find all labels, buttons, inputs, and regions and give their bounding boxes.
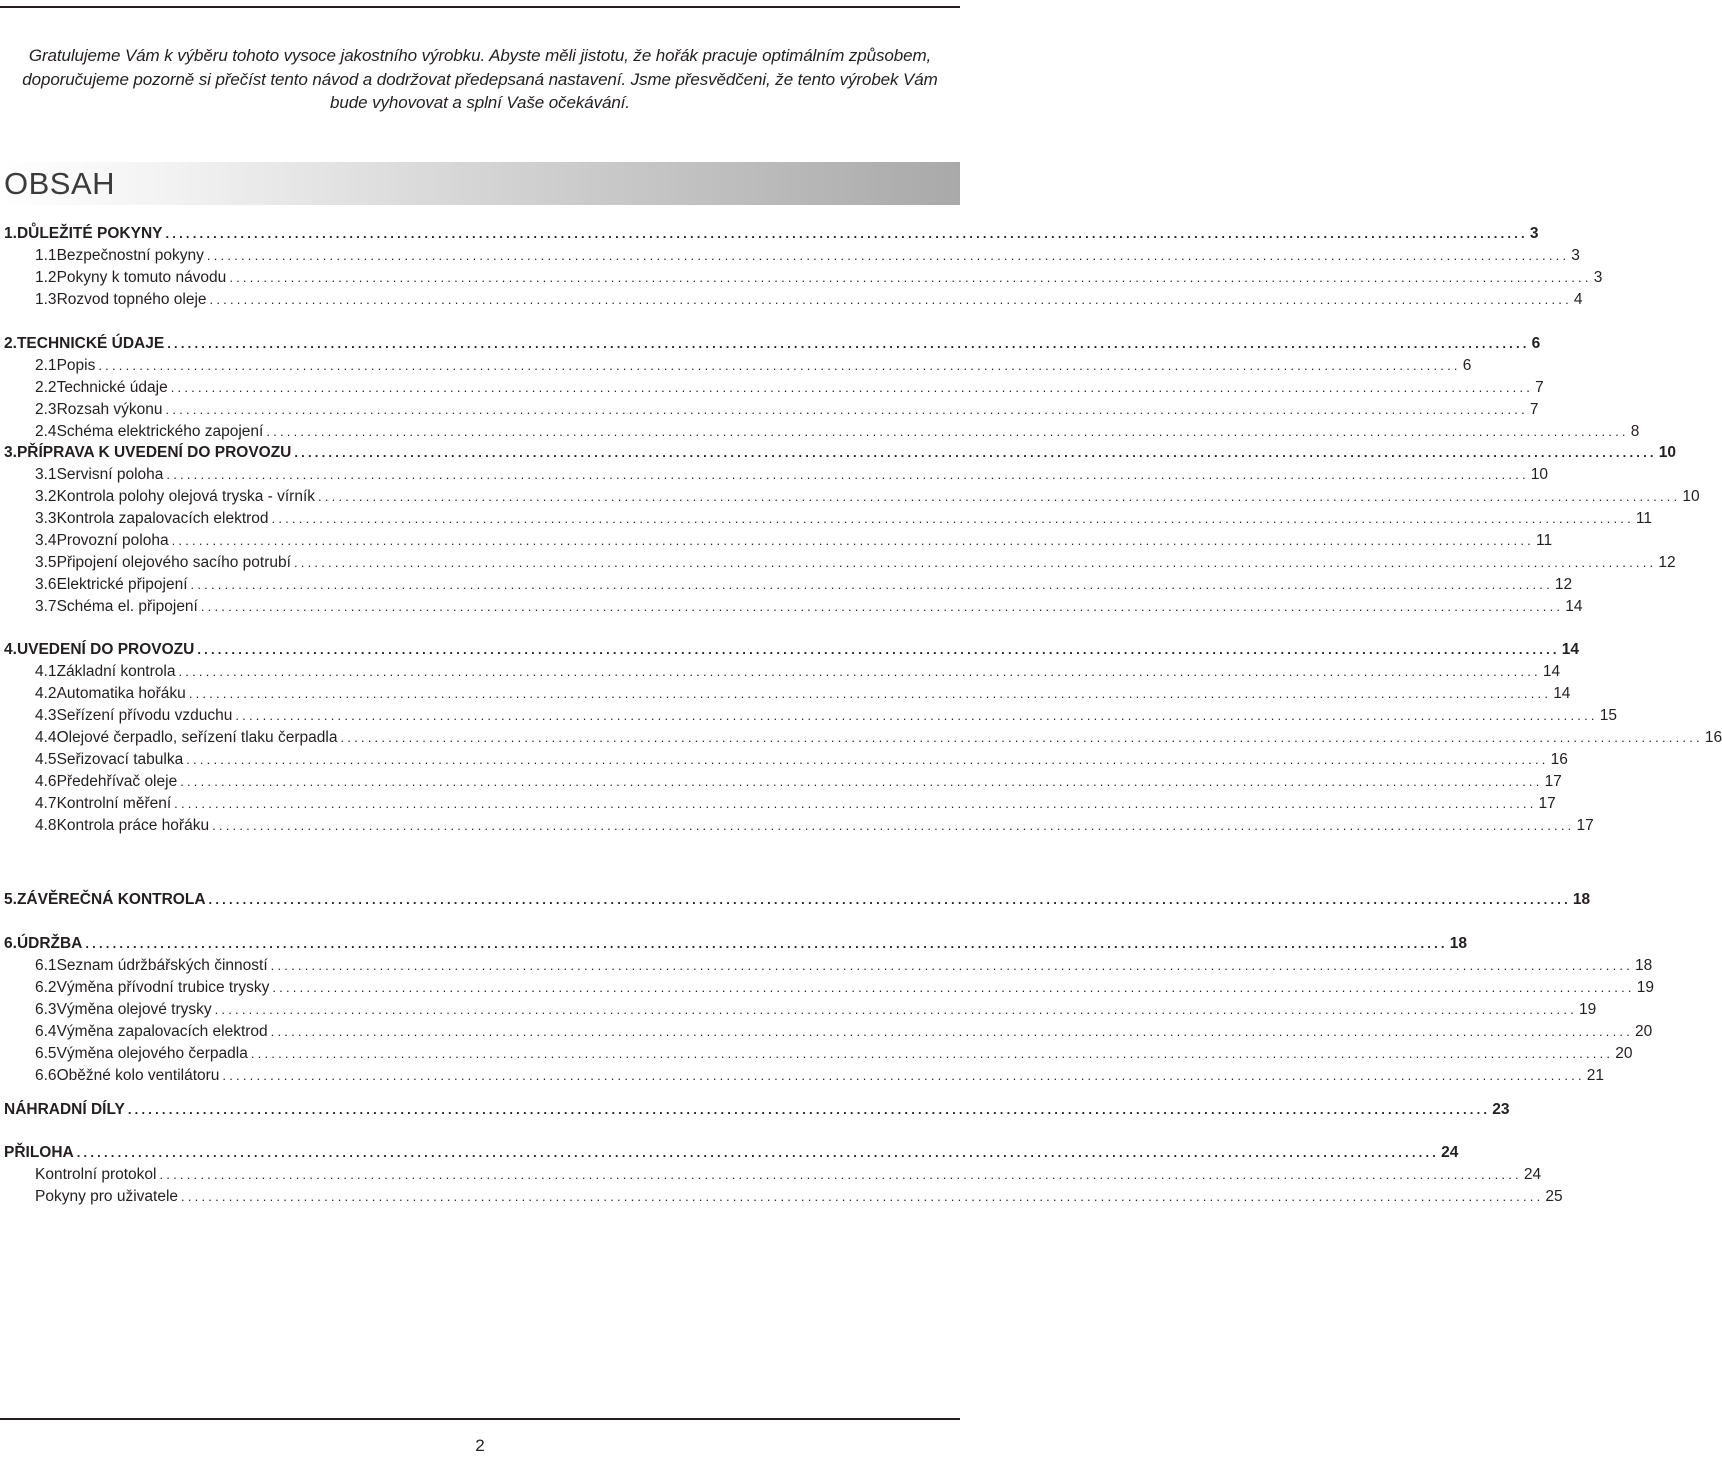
toc-entry[interactable] bbox=[35, 356, 1472, 378]
toc-dot-leader: ........................................................................................................................................................................................................ bbox=[197, 642, 1560, 657]
toc-entry-number: 2.4 bbox=[35, 423, 57, 440]
toc-entry-title: Připojení olejového sacího potrubí bbox=[56, 554, 291, 571]
toc-entry-title: Seřizovací tabulka bbox=[56, 751, 184, 768]
toc-dot-leader: ........................................................................................................................................................................................................ bbox=[208, 892, 1571, 907]
toc-dot-leader: ........................................................................................................................................................................................................ bbox=[186, 752, 1549, 767]
toc-entry-title: TECHNICKÉ ÚDAJE bbox=[16, 335, 165, 352]
toc-dot-leader: ........................................................................................................................................................................................................ bbox=[271, 511, 1634, 526]
toc-entry-page: 17 bbox=[1538, 795, 1556, 812]
toc-entry-page: 24 bbox=[1441, 1144, 1459, 1161]
toc-dot-leader: ........................................................................................................................................................................................................ bbox=[170, 380, 1534, 395]
toc-entry[interactable] bbox=[35, 378, 1544, 400]
toc-entry-title: ÚDRŽBA bbox=[16, 935, 83, 952]
toc-entry-page: 16 bbox=[1704, 729, 1722, 746]
toc-entry[interactable] bbox=[35, 684, 1571, 706]
toc-entry-number: 2.1 bbox=[35, 357, 57, 374]
toc-dot-leader: ........................................................................................................................................................................................................ bbox=[181, 1189, 1544, 1204]
toc-entry[interactable] bbox=[35, 816, 1594, 838]
toc-entry-title: PŘILOHA bbox=[4, 1144, 74, 1161]
toc-entry-page: 14 bbox=[1553, 685, 1571, 702]
toc-entry[interactable] bbox=[4, 890, 1591, 912]
toc-dot-leader: ........................................................................................................................................................................................................ bbox=[270, 1024, 1634, 1039]
toc-entry-number: 6.3 bbox=[35, 1001, 57, 1018]
toc-entry[interactable] bbox=[35, 597, 1583, 619]
toc-entry-number: 2. bbox=[4, 335, 17, 352]
toc-entry-title: Rozsah výkonu bbox=[56, 401, 163, 418]
toc-entry[interactable] bbox=[35, 956, 1653, 978]
toc-entry-number: 2.2 bbox=[35, 379, 57, 396]
toc-entry[interactable] bbox=[35, 290, 1583, 312]
toc-entry-page: 12 bbox=[1658, 554, 1676, 571]
toc-entry-page: 10 bbox=[1682, 488, 1700, 505]
toc-entry-number: 4. bbox=[4, 641, 17, 658]
toc-entry-page: 18 bbox=[1449, 935, 1467, 952]
toc-entry[interactable] bbox=[35, 246, 1580, 268]
toc-entry[interactable] bbox=[35, 575, 1573, 597]
toc-entry-page: 19 bbox=[1579, 1001, 1597, 1018]
toc-entry-page: 7 bbox=[1529, 401, 1539, 418]
toc-entry-title: DŮLEŽITÉ POKYNY bbox=[16, 225, 163, 242]
intro-line-2: doporučujeme pozorně si přečíst tento návod a dodržovat předepsaná nastavení. Jsme přesvědčeni, že tento výrobek Vám bbox=[22, 69, 938, 89]
toc-entry-title: Kontrola práce hořáku bbox=[56, 817, 210, 834]
toc-entry-page: 14 bbox=[1542, 663, 1561, 680]
toc-entry-title: Výměna přívodní trubice trysky bbox=[56, 979, 270, 996]
toc-entry-number: 4.1 bbox=[35, 663, 57, 680]
toc-entry-number: 4.8 bbox=[35, 817, 57, 834]
toc-entry-title: Oběžné kolo ventilátoru bbox=[56, 1067, 220, 1084]
toc-entry-number: 1.1 bbox=[35, 247, 57, 264]
toc-entry-page: 8 bbox=[1630, 423, 1640, 440]
toc-entry-page: 11 bbox=[1635, 510, 1652, 527]
toc-entry-page: 20 bbox=[1635, 1023, 1653, 1040]
toc-entry[interactable] bbox=[35, 509, 1652, 531]
toc-dot-leader: ........................................................................................................................................................................................................ bbox=[222, 1068, 1585, 1083]
toc-entry-page: 24 bbox=[1523, 1166, 1542, 1183]
intro-line-3: bude vyhovovat a splní Vaše očekávání. bbox=[330, 93, 630, 112]
toc-entry[interactable] bbox=[35, 531, 1553, 553]
toc-entry-number: 1.3 bbox=[35, 291, 57, 308]
toc-entry-number: 2.3 bbox=[35, 401, 57, 418]
toc-entry-page: 19 bbox=[1636, 979, 1654, 996]
toc-dot-leader: ........................................................................................................................................................................................................ bbox=[294, 445, 1657, 460]
toc-entry-number: 4.4 bbox=[35, 729, 57, 746]
toc-entry[interactable] bbox=[35, 794, 1556, 816]
toc-entry-page: 18 bbox=[1572, 891, 1591, 908]
toc-entry-number: 3.2 bbox=[35, 488, 57, 505]
toc-entry-page: 25 bbox=[1545, 1188, 1563, 1205]
toc-entry-page: 18 bbox=[1635, 957, 1653, 974]
toc-entry-title: Kontrolní protokol bbox=[35, 1166, 157, 1183]
toc-dot-leader: ........................................................................................................................................................................................................ bbox=[229, 270, 1592, 285]
toc-dot-leader: ........................................................................................................................................................................................................ bbox=[166, 467, 1529, 482]
toc-entry-page: 15 bbox=[1599, 707, 1617, 724]
toc-entry[interactable] bbox=[4, 934, 1467, 956]
toc-dot-leader: ........................................................................................................................................................................................................ bbox=[235, 708, 1598, 723]
toc-entry[interactable] bbox=[35, 1066, 1605, 1088]
toc-entry-page: 14 bbox=[1565, 598, 1583, 615]
toc-entry[interactable] bbox=[35, 728, 1722, 750]
toc-dot-leader: ........................................................................................................................................................................................................ bbox=[266, 424, 1629, 439]
toc-entry[interactable] bbox=[35, 750, 1568, 772]
toc-entry-title: Výměna zapalovacích elektrod bbox=[56, 1023, 268, 1040]
toc-entry-number: 3. bbox=[4, 444, 17, 461]
toc-entry[interactable] bbox=[4, 224, 1539, 246]
toc-entry-page: 23 bbox=[1492, 1101, 1510, 1118]
toc-entry[interactable] bbox=[35, 422, 1640, 444]
toc-entry[interactable] bbox=[4, 1143, 1459, 1165]
toc-entry[interactable] bbox=[35, 487, 1700, 509]
toc-dot-leader: ........................................................................................................................................................................................................ bbox=[200, 599, 1564, 614]
toc-entry-number: 6.5 bbox=[35, 1045, 57, 1062]
toc-dot-leader: ........................................................................................................................................................................................................ bbox=[127, 1102, 1491, 1117]
toc-dot-leader: ........................................................................................................................................................................................................ bbox=[98, 358, 1461, 373]
toc-entry-number: 1.2 bbox=[35, 269, 57, 286]
toc-entry[interactable] bbox=[35, 400, 1539, 422]
toc-entry-number: 5. bbox=[4, 891, 17, 908]
contents-banner bbox=[0, 162, 960, 205]
toc-entry-title: Technické údaje bbox=[56, 379, 168, 396]
toc-entry-title: Základní kontrola bbox=[56, 663, 176, 680]
toc-entry[interactable] bbox=[35, 1165, 1542, 1187]
toc-entry-title: Bezpečnostní pokyny bbox=[56, 247, 204, 264]
toc-entry-number: 6.4 bbox=[35, 1023, 57, 1040]
toc-entry-page: 6 bbox=[1462, 357, 1472, 374]
toc-entry-page: 6 bbox=[1531, 335, 1541, 352]
bottom-rule bbox=[0, 1418, 960, 1420]
page-number: 2 bbox=[475, 1436, 485, 1455]
toc-entry-title: PŘÍPRAVA K UVEDENÍ DO PROVOZU bbox=[16, 444, 292, 461]
toc-entry-page: 21 bbox=[1586, 1067, 1605, 1084]
toc-entry-number: 4.6 bbox=[35, 773, 57, 790]
toc-entry-title: Pokyny pro uživatele bbox=[35, 1188, 179, 1205]
toc-entry[interactable] bbox=[4, 334, 1541, 356]
toc-dot-leader: ........................................................................................................................................................................................................ bbox=[206, 248, 1570, 263]
toc-dot-leader: ........................................................................................................................................................................................................ bbox=[188, 686, 1552, 701]
toc-dot-leader: ........................................................................................................................................................................................................ bbox=[180, 774, 1543, 789]
toc-entry[interactable] bbox=[35, 772, 1562, 794]
toc-entry-number: 4.5 bbox=[35, 751, 57, 768]
toc-entry-number: 6.6 bbox=[35, 1067, 57, 1084]
toc-dot-leader: ........................................................................................................................................................................................................ bbox=[270, 958, 1634, 973]
toc-entry[interactable] bbox=[35, 465, 1549, 487]
toc-entry-number: 1. bbox=[4, 225, 17, 242]
toc-entry[interactable] bbox=[35, 978, 1654, 1000]
toc-entry-title: Olejové čerpadlo, seřízení tlaku čerpadla bbox=[56, 729, 338, 746]
toc-entry-number: 6.1 bbox=[35, 957, 57, 974]
toc-entry-number: 4.2 bbox=[35, 685, 57, 702]
toc-entry-title: NÁHRADNÍ DÍLY bbox=[4, 1101, 125, 1118]
toc-dot-leader: ........................................................................................................................................................................................................ bbox=[165, 402, 1528, 417]
toc-entry-title: Kontrola polohy olejová tryska - vírník bbox=[56, 488, 316, 505]
intro-paragraph bbox=[18, 44, 942, 115]
toc-entry[interactable] bbox=[4, 640, 1579, 662]
toc-entry-title: Schéma elektrického zapojení bbox=[56, 423, 264, 440]
toc-entry-title: Kontrola zapalovacích elektrod bbox=[56, 510, 269, 527]
toc-dot-leader: ........................................................................................................................................................................................................ bbox=[250, 1046, 1614, 1061]
toc-entry-number: 3.3 bbox=[35, 510, 57, 527]
toc-entry-number: 3.7 bbox=[35, 598, 57, 615]
toc-entry-number: 4.3 bbox=[35, 707, 57, 724]
toc-entry-title: Schéma el. připojení bbox=[56, 598, 198, 615]
toc-entry-number: 6. bbox=[4, 935, 17, 952]
toc-dot-leader: ........................................................................................................................................................................................................ bbox=[318, 489, 1681, 504]
contents-heading: OBSAH bbox=[4, 166, 116, 201]
intro-line-1: Gratulujeme Vám k výběru tohoto vysoce jakostního výrobku. Abyste měli jistotu, že hořák pracuje optimálním způsobem, bbox=[28, 46, 932, 65]
toc-dot-leader: ........................................................................................................................................................................................................ bbox=[293, 555, 1657, 570]
toc-entry-title: Provozní poloha bbox=[56, 532, 169, 549]
toc-entry-title: Výměna olejového čerpadla bbox=[56, 1045, 248, 1062]
toc-entry-page: 3 bbox=[1529, 225, 1539, 242]
toc-dot-leader: ........................................................................................................................................................................................................ bbox=[85, 936, 1448, 951]
toc-dot-leader: ........................................................................................................................................................................................................ bbox=[209, 292, 1572, 307]
toc-entry-title: Automatika hořáku bbox=[56, 685, 186, 702]
toc-entry-page: 3 bbox=[1571, 247, 1580, 264]
toc-entry-page: 10 bbox=[1530, 466, 1549, 483]
toc-entry-title: Výměna olejové trysky bbox=[56, 1001, 212, 1018]
toc-dot-leader: ........................................................................................................................................................................................................ bbox=[212, 818, 1575, 833]
toc-entry-number: 6.2 bbox=[35, 979, 57, 996]
toc-dot-leader: ........................................................................................................................................................................................................ bbox=[171, 533, 1534, 548]
toc-entry-title: Elektrické připojení bbox=[56, 576, 188, 593]
toc-entry-number: 3.4 bbox=[35, 532, 57, 549]
top-rule bbox=[0, 6, 960, 8]
toc-entry[interactable] bbox=[4, 443, 1676, 465]
toc-entry[interactable] bbox=[35, 662, 1561, 684]
toc-entry-title: Servisní poloha bbox=[56, 466, 164, 483]
toc-entry-page: 20 bbox=[1615, 1045, 1633, 1062]
toc-entry-page: 17 bbox=[1576, 817, 1594, 834]
toc-entry-page: 17 bbox=[1544, 773, 1562, 790]
toc-entry-number: 4.7 bbox=[35, 795, 57, 812]
toc-entry-title: Seřízení přívodu vzduchu bbox=[56, 707, 233, 724]
toc-entry-page: 14 bbox=[1561, 641, 1579, 658]
toc-entry[interactable] bbox=[35, 1044, 1633, 1066]
toc-dot-leader: ........................................................................................................................................................................................................ bbox=[214, 1002, 1577, 1017]
toc-entry[interactable] bbox=[35, 1000, 1597, 1022]
toc-entry-title: ZÁVĚREČNÁ KONTROLA bbox=[16, 891, 206, 908]
toc-dot-leader: ........................................................................................................................................................................................................ bbox=[76, 1145, 1440, 1160]
toc-dot-leader: ........................................................................................................................................................................................................ bbox=[272, 980, 1635, 995]
toc-entry[interactable] bbox=[35, 268, 1603, 290]
toc-entry-title: Seznam údržbářských činností bbox=[56, 957, 268, 974]
toc-entry-page: 12 bbox=[1554, 576, 1573, 593]
toc-entry-number: 3.6 bbox=[35, 576, 57, 593]
toc-entry[interactable] bbox=[35, 706, 1617, 728]
toc-entry-page: 7 bbox=[1535, 379, 1544, 396]
toc-dot-leader: ........................................................................................................................................................................................................ bbox=[174, 796, 1537, 811]
toc-dot-leader: ........................................................................................................................................................................................................ bbox=[178, 664, 1541, 679]
toc-dot-leader: ........................................................................................................................................................................................................ bbox=[340, 730, 1703, 745]
toc-entry[interactable] bbox=[35, 1022, 1653, 1044]
toc-entry-number: 3.1 bbox=[35, 466, 57, 483]
toc-dot-leader: ........................................................................................................................................................................................................ bbox=[167, 336, 1530, 351]
toc-dot-leader: ........................................................................................................................................................................................................ bbox=[190, 577, 1553, 592]
toc-entry-page: 3 bbox=[1593, 269, 1603, 286]
toc-entry-title: Předehřívač oleje bbox=[56, 773, 178, 790]
toc-entry-title: UVEDENÍ DO PROVOZU bbox=[16, 641, 195, 658]
toc-entry[interactable] bbox=[35, 1187, 1563, 1209]
toc-entry-title: Rozvod topného oleje bbox=[56, 291, 207, 308]
toc-dot-leader: ........................................................................................................................................................................................................ bbox=[159, 1167, 1522, 1182]
toc-entry-page: 11 bbox=[1535, 532, 1553, 549]
toc-dot-leader: ........................................................................................................................................................................................................ bbox=[165, 226, 1528, 241]
toc-entry-number: 3.5 bbox=[35, 554, 57, 571]
toc-entry-title: Pokyny k tomuto návodu bbox=[56, 269, 227, 286]
toc-entry-page: 16 bbox=[1550, 751, 1568, 768]
toc-entry-title: Kontrolní měření bbox=[56, 795, 172, 812]
toc-entry-title: Popis bbox=[56, 357, 96, 374]
toc-entry[interactable] bbox=[35, 553, 1676, 575]
toc-entry-page: 10 bbox=[1658, 444, 1676, 461]
toc-entry-page: 4 bbox=[1573, 291, 1583, 308]
toc-entry[interactable] bbox=[4, 1100, 1510, 1122]
